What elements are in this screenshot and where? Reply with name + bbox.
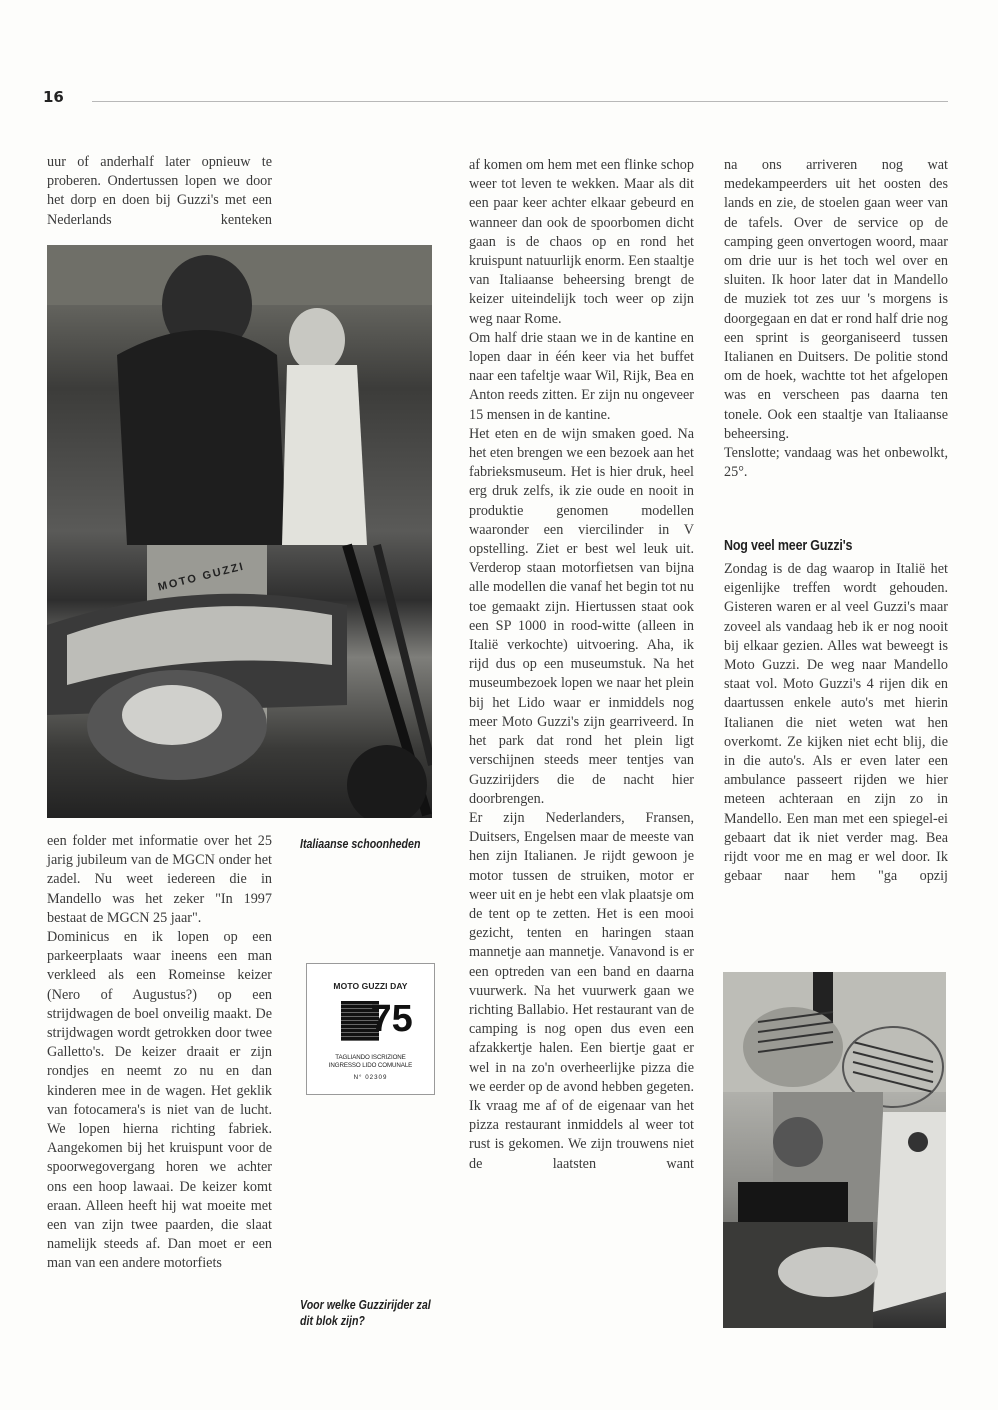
moto-guzzi-day-ticket	[306, 963, 435, 1095]
paragraph: Dominicus en ik lopen op een parkeerplaats waar ineens een man verkleed als een Romeinse keizer (Nero of Augustus?) op een strijdwagen de boel onveilig maakt. De strijdwagen wordt getrokken door twee Galletto's. De keizer draait er zijn rondjes en neemt zo nu en dan kinderen mee in de wagen. Het geklik van fotocamera's is niet van de lucht. We lopen hierna richting fabriek. Aangekomen bij het kruispunt voor de spoorwegovergang horen we achter ons een hoop lawaai. De keizer komt eraan. Alleen heeft hij wat moeite met een van zijn twee paarden, die slaat namelijk steeds af. Dan moet er een man van een andere motorfiets	[47, 929, 272, 1272]
paragraph: Zondag is de dag waarop in Italië het eigenlijke treffen wordt gehouden. Gisteren waren er al veel Guzzi's maar zoveel als vandaag heb ik er nog nooit bij elkaar gezien. Alles wat beweegt is Moto Guzzi. De weg naar Mandello staat vol. Moto Guzzi's 4 rijen dik en daartussen enkele auto's met hierin Italianen die niet weten wat hen overkomt. Ze kijken niet echt blij, die in die auto's. Als er even later een ambulance passeert rijden we hier meteen achteraan en zijn zo in Mandello. Een man met een spiegel-ei gebaart dat ik niet verder mag. Bea rijdt voor me en mag er wel door. Ik gebaar naar hem "ga opzij	[724, 561, 948, 885]
ticket-number: N° 02309	[353, 1074, 388, 1081]
column-4-bottom	[724, 560, 948, 886]
ticket-logo-number: 75	[370, 998, 413, 1040]
photo-caption-1: Italiaanse schoonheden	[300, 837, 421, 851]
paragraph: na ons arriveren nog wat medekampeerders uit het oosten des lands en zie, de stoelen gaan weer van de tafels. Over de service op de camping geen onvertogen woord, maar om drie uur is het toch wel over en sluiten. Ik hoor later dat in Mandello de muziek tot zes uur 's morgens is doorgegaan en dat er rond half drie nog een sprint is georganiseerd tussen Italianen en Duitsers. De politie stond om de hoek, wachtte tot het afgelopen was en verscheen pas daarna ten tonele. Ook een staaltje van Italiaanse beheersing.	[724, 157, 948, 442]
photo-bikers-motorcycle	[47, 245, 432, 818]
photo-engine-illustration	[723, 972, 946, 1328]
page-number: 16	[43, 88, 64, 106]
header-rule	[92, 101, 948, 102]
ticket-line-2: INGRESSO LIDO COMUNALE	[328, 1062, 413, 1069]
paragraph: Het eten en de wijn smaken goed. Na het eten brengen we een bezoek aan het fabrieksmuseum. Het is hier druk, heel erg druk zelfs, ik zie oude en nooit in produktie genomen modellen waaronder een viercilinder in V opstelling. Ziet er best wel leuk uit. Verderop staan motorfietsen van bijna alle modellen die vanaf het begin tot nu toe gemaakt zijn. Hiertussen staat ook een SP 1000 in rood-witte (alleen in Italië verkochte) uitvoering. Aha, ik rijd dus op een museumstuk. Na het museumbezoek lopen we naar het plein bij het Lido waar er inmiddels nog meer Moto Guzzi's zijn gearriveerd. In het park dat rond het plein ligt verschijnen steeds meer tentjes van Guzzirijders die de nacht hier doorbrengen.	[469, 425, 694, 807]
photo-engine-block	[723, 972, 946, 1328]
ticket-line-1: TAGLIANDO ISCRIZIONE	[335, 1054, 406, 1061]
column-3	[469, 156, 694, 1174]
paragraph: Om half drie staan we in de kantine en lopen daar in één keer via het buffet naar een tafeltje waar Wil, Rijk, Bea en Anton reeds zitten. Er zijn nu ongeveer 15 mensen in de kantine.	[469, 329, 694, 423]
paragraph: een folder met informatie over het 25 jarig jubileum van de MGCN onder het zadel. Nu weet iedereen die in Mandello was het zeker "In 1997 bestaat de MGCN 25 jaar".	[47, 833, 272, 926]
section-heading: Nog veel meer Guzzi's	[724, 538, 853, 554]
photo-caption-2: Voor welke Guzzirijder zal dit blok zijn?	[300, 1298, 431, 1328]
photo-bikers-illustration	[47, 245, 432, 818]
column-1-top	[47, 153, 272, 230]
ticket-75-logo	[341, 998, 413, 1044]
column-1-bottom	[47, 832, 272, 1274]
paragraph: Tenslotte; vandaag was het onbewolkt, 25°.	[724, 445, 948, 481]
paragraph: uur of anderhalf later opnieuw te proberen. Ondertussen lopen we door het dorp en doen bij Guzzi's met een Nederlands kenteken	[47, 154, 272, 228]
tank-lettering: MOTO GUZZI	[156, 560, 246, 594]
ticket-title: MOTO GUZZI DAY	[333, 981, 408, 991]
paragraph: af komen om hem met een flinke schop weer tot leven te wekken. Maar als dit een paar keer achter elkaar gebeurd en wanneer dan ook de spoorbomen dicht gaan is de chaos op en rond het kruispunt natuurlijk enorm. Een staaltje van Italiaanse beheersing brengt de keizer uiteindelijk toch weer op zijn weg naar Rome.	[469, 157, 694, 327]
column-4-top	[724, 156, 948, 482]
paragraph: Er zijn Nederlanders, Fransen, Duitsers, Engelsen maar de meeste van hen zijn Italianen. Je rijdt gewoon je motor tussen de struiken, motor er weer uit en je hebt een vlak plaatsje om de tent op te zetten. Het is een mooi gezicht, tenten en haringen staan mannetje aan mannetje. Vanavond is er een optreden van een band en daarna vuurwerk. Na het vuurwerk gaan we richting Ballabio. Het restaurant van de camping is nog open dus even een afzakkertje halen. Een biertje gaat er wel in na zo'n overheerlijke pizza die we eerder op de avond hebben gegeten. Ik vraag me af of de eigenaar van het pizza restaurant inmiddels al weer tot rust is gekomen. We zijn trouwens niet de laatsten want	[469, 809, 694, 1172]
